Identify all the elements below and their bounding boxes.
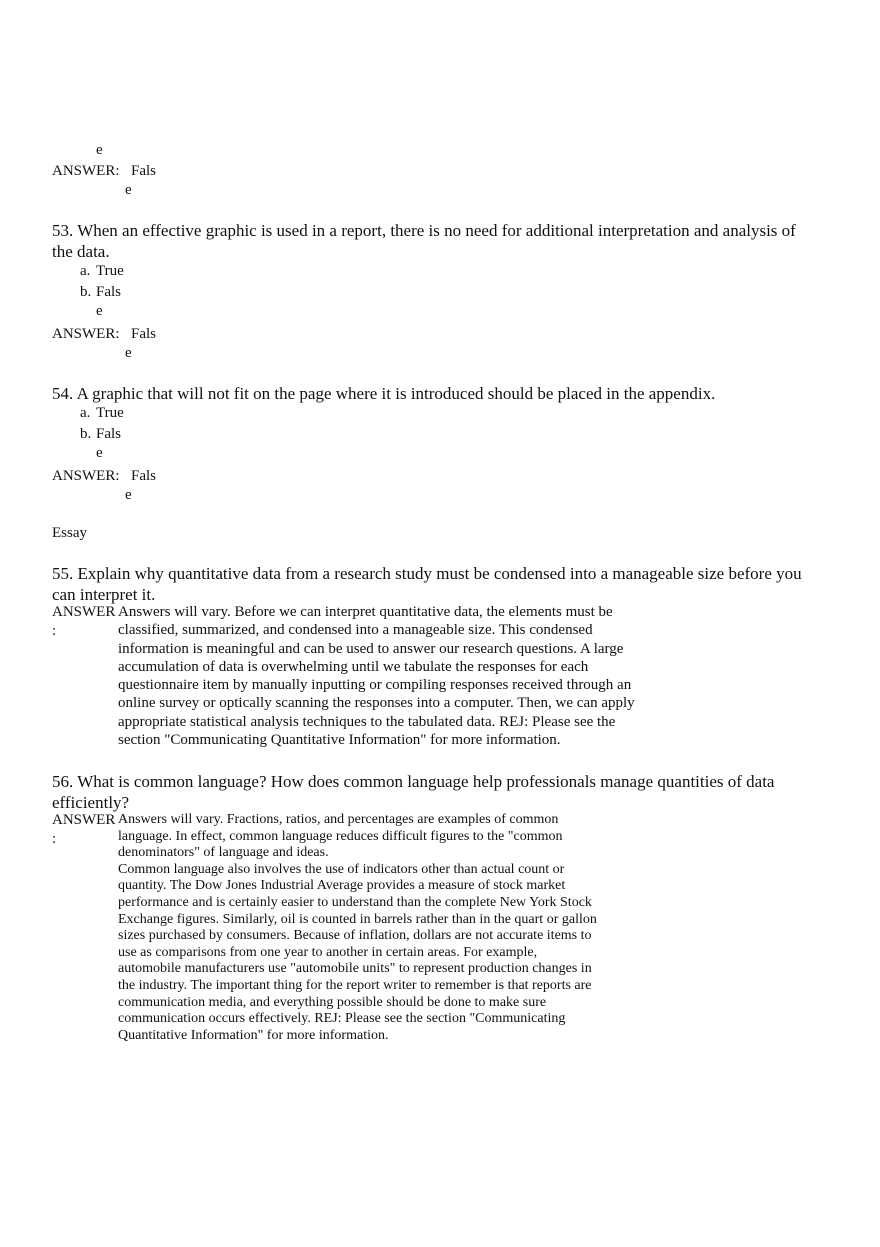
answer-text-line: quantity. The Dow Jones Industrial Average provides a measure of stock market [118, 878, 566, 894]
question-text-line: Explain why quantitative data from a research study must be condensed into a manageable size before you [77, 564, 802, 583]
answer-text-line: Common language also involves the use of indicators other than actual count or [118, 861, 565, 877]
answer-text-line: Exchange figures. Similarly, oil is counted in barrels rather than in the quart or gallon [118, 911, 597, 927]
answer-text [118, 603, 635, 749]
answer-text-line: section "Communicating Quantitative Information" for more information. [118, 732, 561, 749]
answer-text-line: Answers will vary. Fractions, ratios, and percentages are examples of common [118, 812, 559, 827]
answer-text-line: automobile manufacturers use "automobile units" to represent production changes in [118, 961, 592, 977]
answer-label: ANSWER: [52, 163, 120, 179]
question-55 [52, 563, 802, 605]
answer-wrap-fragment: e [125, 182, 132, 198]
section-heading: Essay [52, 525, 87, 541]
option-wrap-fragment: e [96, 142, 103, 158]
question-number: 56. [52, 772, 74, 791]
question-text-line: can interpret it. [52, 585, 156, 604]
question-number: 53. [52, 221, 74, 240]
answer-text-line: questionnaire item by manually inputting or compiling responses received through an [118, 677, 632, 694]
answer-text-line: denominators" of language and ideas. [118, 845, 329, 861]
question-text-line: When an effective graphic is used in a report, there is no need for additional interpretation and analysis of [77, 221, 796, 240]
option-wrap-fragment: e [96, 303, 103, 319]
answer-text-line: language. In effect, common language reduces difficult figures to the "common [118, 828, 563, 844]
answer-label-colon: : [52, 623, 57, 639]
option-wrap-fragment: e [96, 445, 103, 461]
question-text-line: A graphic that will not fit on the page where it is introduced should be placed in the appendix. [76, 384, 716, 403]
answer-text-line: the industry. The important thing for the report writer to remember is that reports are [118, 977, 592, 993]
answer-value: Fals [131, 326, 157, 342]
question-number: 55. [52, 564, 74, 583]
answer-wrap-fragment: e [125, 345, 132, 361]
answer-label: ANSWER: [52, 326, 120, 342]
answer-label: ANSWER [52, 812, 116, 828]
answer-label: ANSWER [52, 604, 116, 620]
option-letter: b. [80, 426, 92, 442]
question-text-line: What is common language? How does common language help professionals manage quantities of data [77, 772, 775, 791]
answer-label-colon: : [52, 831, 57, 847]
question-54 [52, 383, 715, 404]
answer-text-line: Answers will vary. Before we can interpret quantitative data, the elements must be [118, 604, 613, 620]
question-text-line: the data. [52, 242, 110, 261]
question-number: 54. [52, 384, 74, 403]
answer-value: Fals [131, 163, 157, 179]
answer-text-line: information is meaningful and can be used to answer our research questions. A large [118, 640, 624, 657]
answer-wrap-fragment: e [125, 487, 132, 503]
option-letter: b. [80, 284, 92, 300]
answer-text-line: accumulation of data is overwhelming until we tabulate the responses for each [118, 658, 589, 675]
answer-value: Fals [131, 468, 157, 484]
question-text-line: efficiently? [52, 793, 130, 812]
answer-text-line: communication media, and everything possible should be done to make sure [118, 994, 547, 1010]
answer-label: ANSWER: [52, 468, 120, 484]
option-true: True [96, 405, 124, 421]
answer-text-line: communication occurs effectively. REJ: Please see the section "Communicating [118, 1011, 566, 1027]
option-letter: a. [80, 263, 91, 279]
answer-text-line: online survey or optically scanning the responses into a computer. Then, we can apply [118, 695, 635, 712]
answer-text-line: use as comparisons from one year to another in certain areas. For example, [118, 944, 538, 960]
question-56 [52, 771, 774, 813]
answer-text-line: appropriate statistical analysis techniques to the tabulated data. REJ: Please see the [118, 713, 616, 730]
answer-text-line: classified, summarized, and condensed into a manageable size. This condensed [118, 622, 593, 639]
question-53 [52, 220, 796, 262]
answer-text-line: Quantitative Information" for more information. [118, 1027, 389, 1043]
answer-text-line: performance and is certainly easier to understand than the complete New York Stock [118, 894, 592, 910]
option-letter: a. [80, 405, 91, 421]
option-true: True [96, 263, 124, 279]
answer-text-line: sizes purchased by consumers. Because of inflation, dollars are not accurate items to [118, 928, 592, 944]
answer-text [118, 812, 597, 1044]
option-false: Fals [96, 284, 122, 300]
option-false: Fals [96, 426, 122, 442]
